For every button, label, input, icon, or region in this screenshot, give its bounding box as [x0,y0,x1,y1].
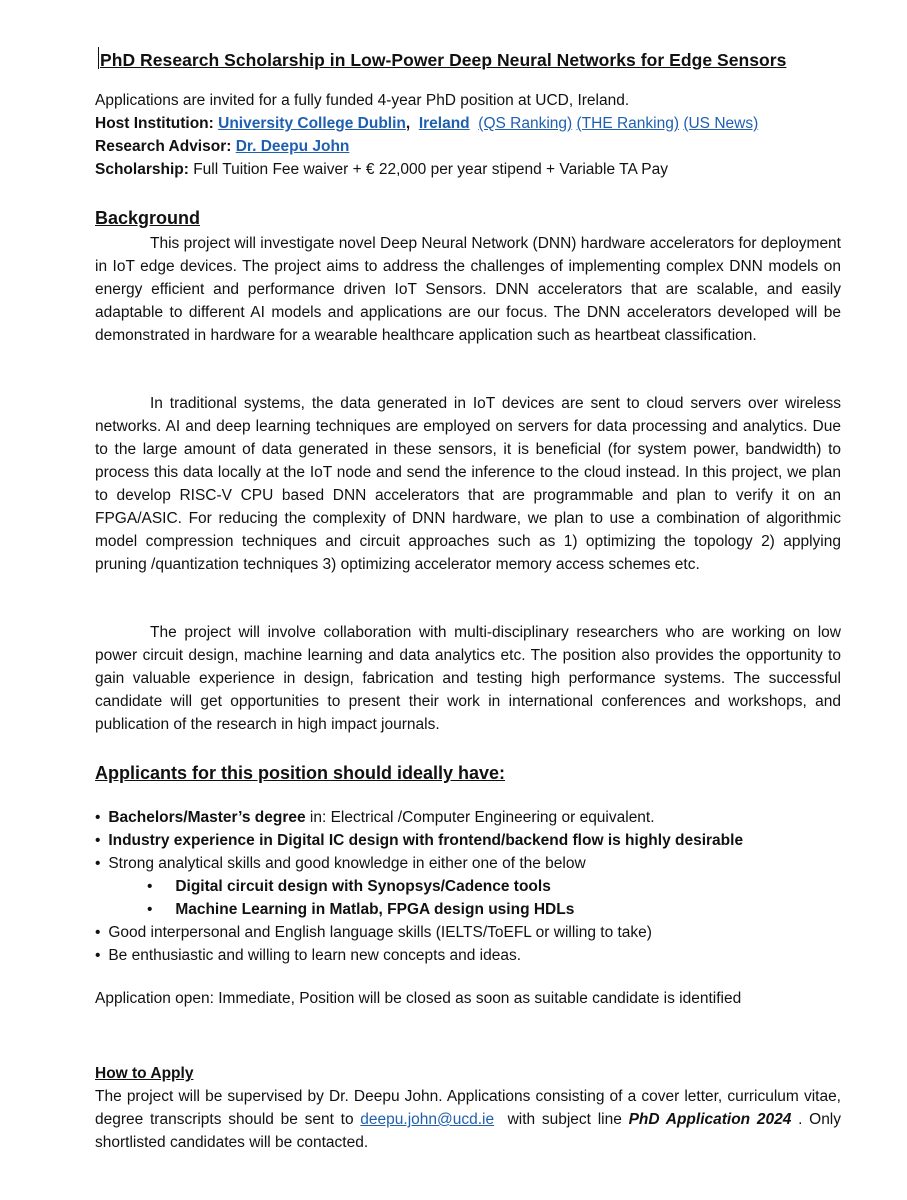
application-open-text: Application open: Immediate, Position will be closed as soon as suitable candidate is identified [95,990,742,1007]
page-title: PhD Research Scholarship in Low-Power Deep Neural Networks for Edge Sensors [100,50,787,70]
host-comma: , [405,115,411,132]
advisor-label: Research Advisor: [95,138,232,155]
item-text: in: Electrical /Computer Engineering or equivalent. [305,809,655,826]
the-ranking-link[interactable]: (THE Ranking) [576,115,679,132]
subject-line: PhD Application 2024 [628,1111,792,1128]
applicants-heading-wrap [95,762,841,786]
scholarship-text: Full Tuition Fee waiver + € 22,000 per year stipend + Variable TA Pay [193,161,668,178]
how-to-apply-paragraph [95,1085,841,1154]
bullet: • [95,924,101,941]
apply-text: with subject line [494,1111,629,1128]
applicants-heading: Applicants for this position should ideally have: [95,763,506,783]
item-bold: Bachelors/Master’s degree [108,809,306,826]
advisor-link[interactable]: Dr. Deepu John [235,138,350,155]
apply-text: . Only shortlisted candidates will be contacted. [95,1111,842,1151]
intro-line: Applications are invited for a fully funded 4-year PhD position at UCD, Ireland. [95,92,630,109]
list-item [95,806,841,829]
qs-ranking-link[interactable]: (QS Ranking) [478,115,573,132]
bullet: • [95,832,101,849]
background-paragraph-3: The project will involve collaboration with multi-disciplinary researchers who are working on low power circuit design, machine learning and data analytics etc. The position also provides the opportunity to gain valuable experience in design, fabrication and testing high performance systems. The successful candidate will get opportunities to present their work in international conferences and workshops, and publication of the research in high impact journals. [95,624,841,733]
advisor-line [95,135,841,158]
item-text: Be enthusiastic and willing to learn new concepts and ideas. [108,947,522,964]
sub-item-text: Machine Learning in Matlab, FPGA design using HDLs [175,901,575,918]
email-link[interactable]: deepu.john@ucd.ie [360,1111,495,1128]
list-item [95,921,841,944]
bullet: • [147,878,153,895]
text-cursor [98,47,99,69]
scholarship-label: Scholarship: [95,161,189,178]
ucd-link[interactable]: University College Dublin [218,115,406,132]
apply-text: The project will be supervised by Dr. Deepu John. Applications consisting of a cover letter, curriculum vitae, degree transcripts should be sent to [95,1088,841,1128]
scholarship-line [95,158,841,181]
list-item [95,829,841,852]
list-item [95,944,841,967]
bullet: • [95,809,101,826]
sub-item-text: Digital circuit design with Synopsys/Cadence tools [175,878,551,895]
list-item [95,852,841,875]
how-to-apply-heading: How to Apply [95,1065,194,1082]
background-heading: Background [95,208,201,228]
item-text: Good interpersonal and English language skills (IELTS/ToEFL or willing to take) [108,924,652,941]
host-label: Host Institution: [95,115,214,132]
sub-list-item [95,898,841,921]
background-paragraph-1: This project will investigate novel Deep Neural Network (DNN) hardware accelerators for deployment in IoT edge devices. The project aims to address the challenges of implementing complex DNN models on energy efficient and performance driven IoT Sensors. DNN accelerators that are scalable, and easily adaptable to different AI models and applications are our focus. The DNN accelerators developed will be demonstrated in hardware for a wearable healthcare application such as heartbeat classification. [95,235,841,344]
how-to-apply-heading-wrap [95,1062,841,1085]
bullet: • [147,901,153,918]
requirements-list [95,806,841,967]
intro-section [95,89,841,181]
item-text: Strong analytical skills and good knowledge in either one of the below [108,855,586,872]
ireland-link[interactable]: Ireland [418,115,470,132]
background-heading-wrap [95,207,841,231]
bullet: • [95,947,101,964]
sub-list-item [95,875,841,898]
host-institution-line [95,112,841,135]
item-bold: Industry experience in Digital IC design with frontend/backend flow is highly desirable [108,832,744,849]
bullet: • [95,855,101,872]
background-paragraph-2: In traditional systems, the data generated in IoT devices are sent to cloud servers over wireless networks. AI and deep learning techniques are employed on servers for data processing and analytics. Due to the large amount of data generated in these sensors, it is beneficial (for system power, bandwidth) to process this data locally at the IoT node and send the inference to the cloud instead. In this project, we plan to develop RISC-V CPU based DNN accelerators that are programmable and plan to verify it on an FPGA/ASIC. For reducing the complexity of DNN hardware, we plan to use a combination of algorithmic model compression techniques and circuit approaches such as 1) optimizing the topology 2) applying pruning /quantization techniques 3) optimizing accelerator memory access schemes etc. [95,395,841,573]
us-news-link[interactable]: (US News) [683,115,759,132]
